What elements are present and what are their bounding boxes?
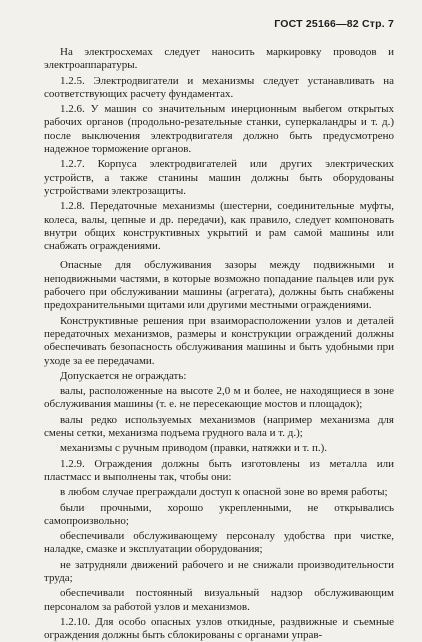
paragraph: валы, расположенные на высоте 2,0 м и более, не находящиеся в зоне обслуживания машины (т. е. не пересекающие мостов и площадок); (44, 385, 394, 411)
paragraph: обеспечивали постоянный визуальный надзор обслуживающим персоналом за работой узлов и механизмов. (44, 587, 394, 613)
paragraph: 1.2.8. Передаточные механизмы (шестерни, соединительные муфты, колеса, валы, цепные и др. передачи), как правило, следует компоновать внутри общих конструктивных укрытий и рам самой машины или снабжать ограждениями. (44, 200, 394, 253)
page-number: Стр. 7 (361, 18, 394, 30)
paragraph: механизмы с ручным приводом (правки, натяжки и т. п.). (60, 442, 327, 455)
paragraph: Конструктивные решения при взаиморасположении узлов и деталей передаточных механизмов, размеры и конструкции ограждений должны обеспечивать безопасность обслуживания машины и быть удобными при уходе за ее передачами. (44, 314, 394, 367)
paragraph: не затрудняли движений рабочего и не снижали производительности труда; (44, 558, 394, 584)
paragraph: Допускается не ограждать: (60, 369, 187, 382)
paragraph: 1.2.6. У машин со значительным инерционным выбегом открытых рабочих органов (продольно-резательные станки, суперкаландры и т. д.) после выключения электродвигателя должно быть предусмотрено надежное торможение органов. (44, 103, 394, 156)
paragraph: 1.2.5. Электродвигатели и механизмы следует устанавливать на соответствующих расчету фундаментах. (44, 74, 394, 100)
paragraph: 1.2.7. Корпуса электродвигателей или других электрических устройств, а также станины машин должны быть оборудованы устройствами электрозащиты. (44, 158, 394, 197)
paragraph: были прочными, хорошо укрепленными, не открывались самопроизвольно; (44, 501, 394, 527)
paragraph: 1.2.9. Ограждения должны быть изготовлены из металла или пластмасс и выполнены так, чтобы они: (44, 457, 394, 483)
paragraph: обеспечивали обслуживающему персоналу удобства при чистке, наладке, смазке и эксплуатации оборудования; (44, 530, 394, 556)
document-body (44, 46, 394, 642)
paragraph: в любом случае преграждали доступ к опасной зоне во время работы; (60, 486, 388, 499)
paragraph: валы редко используемых механизмов (например механизма для смены сетки, механизма подъема грудного вала и т. д.); (44, 413, 394, 440)
standard-number: ГОСТ 25166—82 (274, 18, 359, 30)
paragraph: Опасные для обслуживания зазоры между подвижными и неподвижными частями, в которые возможно попадание пальцев или рук рабочего при обслуживании машины (агрегата), должны быть снабжены предохранительными щитами или другими местными ограждениями. (44, 259, 394, 312)
paragraph: На электросхемах следует наносить маркировку проводов и электроаппаратуры. (44, 46, 394, 72)
page-header (44, 18, 394, 30)
paragraph: 1.2.10. Для особо опасных узлов откидные, раздвижные и съемные ограждения должны быть сблокированы с органами управ- (44, 615, 394, 642)
